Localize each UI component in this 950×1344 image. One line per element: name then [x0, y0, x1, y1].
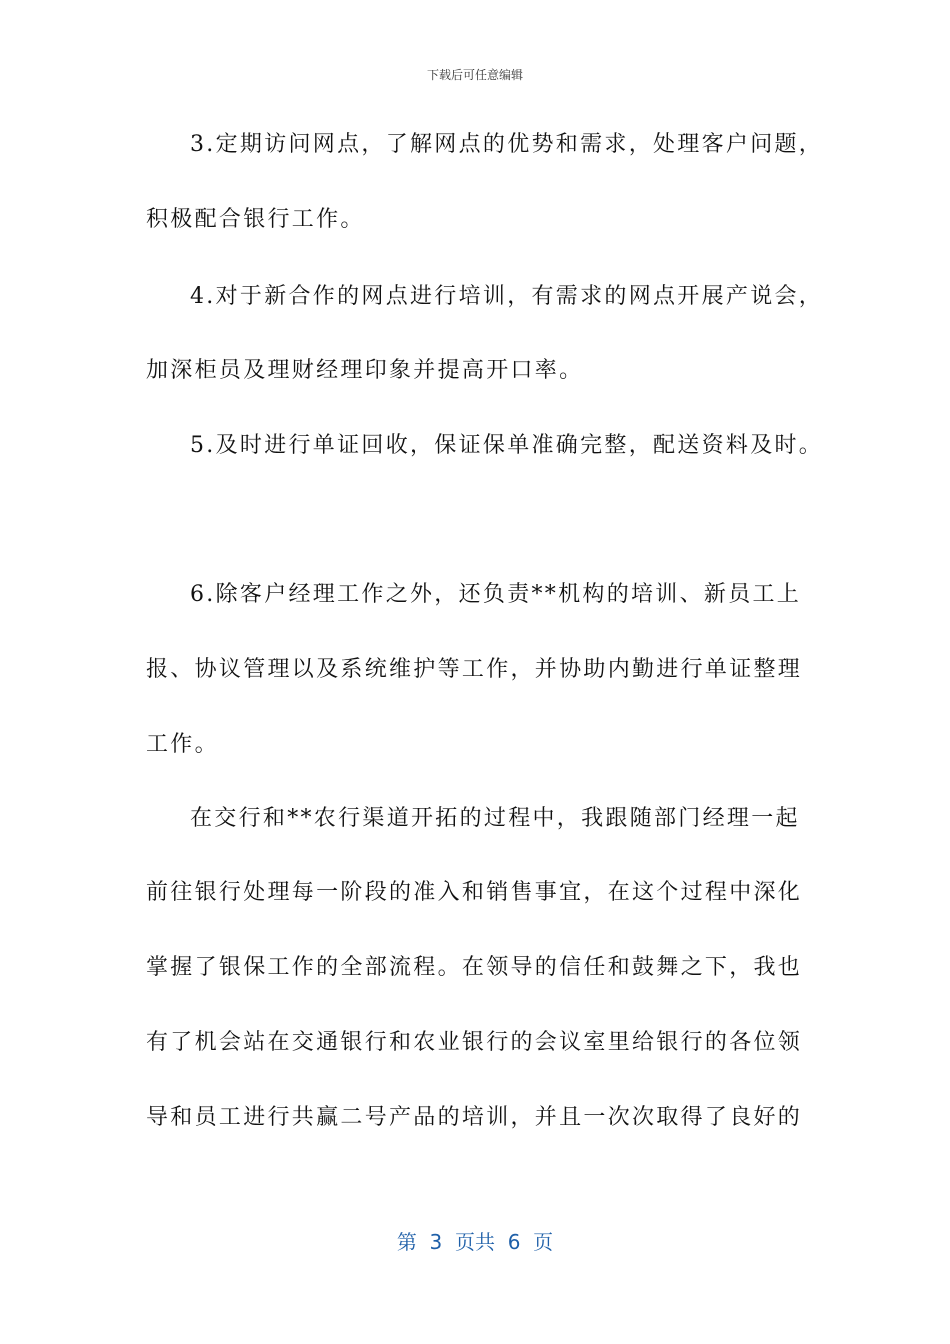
paragraph-4-line-2: 加深柜员及理财经理印象并提高开口率。	[146, 358, 584, 383]
paragraph-7-line-5: 导和员工进行共赢二号产品的培训，并且一次次取得了良好的	[146, 1105, 803, 1130]
paragraph-5-line-1: 5.及时进行单证回收，保证保单准确完整，配送资料及时。	[190, 433, 824, 458]
paragraph-6-line-3: 工作。	[146, 732, 219, 757]
header-note: 下载后可任意编辑	[426, 68, 523, 82]
paragraph-3-line-1: 3.定期访问网点，了解网点的优势和需求，处理客户问题，	[190, 132, 824, 157]
paragraph-6-line-2: 报、协议管理以及系统维护等工作，并协助内勤进行单证整理	[146, 657, 803, 682]
paragraph-3-line-2: 积极配合银行工作。	[146, 207, 365, 232]
paragraph-7-line-3: 掌握了银保工作的全部流程。在领导的信任和鼓舞之下，我也	[146, 955, 803, 980]
paragraph-6-line-1: 6.除客户经理工作之外，还负责**机构的培训、新员工上	[190, 582, 802, 607]
paragraph-7-line-2: 前往银行处理每一阶段的准入和销售事宜，在这个过程中深化	[146, 880, 803, 905]
paragraph-4-line-1: 4.对于新合作的网点进行培训，有需求的网点开展产说会，	[190, 284, 824, 309]
page-number-footer: 第 3 页共 6 页	[396, 1230, 554, 1254]
paragraph-7-line-1: 在交行和**农行渠道开拓的过程中，我跟随部门经理一起	[190, 806, 800, 831]
paragraph-7-line-4: 有了机会站在交通银行和农业银行的会议室里给银行的各位领	[146, 1030, 803, 1055]
